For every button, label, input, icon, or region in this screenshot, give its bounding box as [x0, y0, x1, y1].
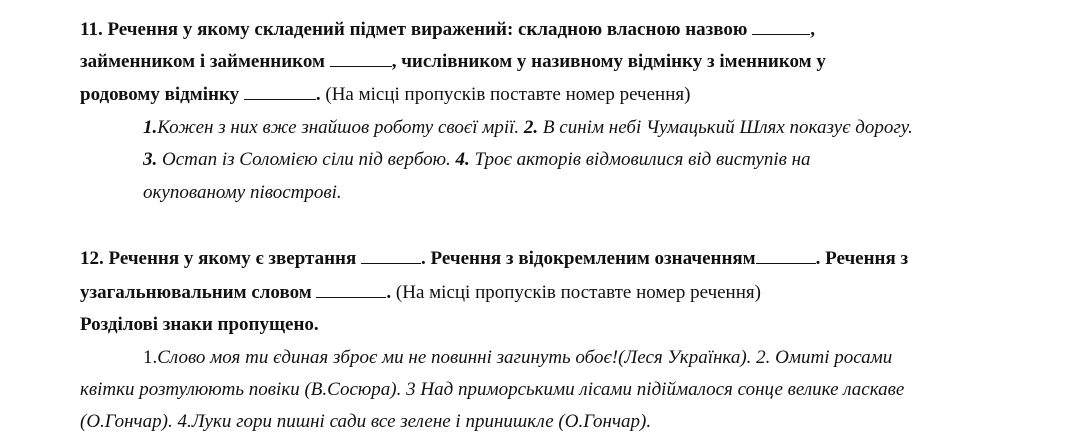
- q11-sentences-line-3: окупованому півострові.: [143, 182, 342, 203]
- q12-examples-line-1: 1.Слово моя ти єдиная зброє ми не повинні загинуть обоє!(Леся Українка). 2. Омиті росами: [143, 347, 893, 368]
- q11-prompt-line-2: займенником і займенником , числівником у називному відмінку з іменником у: [80, 51, 826, 72]
- q12-prompt-line-2: узагальнювальним словом . (На місці пропусків поставте номер речення): [80, 282, 761, 303]
- q12-blank-1[interactable]: [361, 247, 421, 264]
- q12-prompt-line-1: 12. Речення у якому є звертання . Речення з відокремленим означенням . Речення з: [80, 248, 909, 269]
- q11-prompt-line-3: родовому відмінку . (На місці пропусків поставте номер речення): [80, 84, 691, 105]
- q11-blank-3[interactable]: [244, 83, 316, 100]
- q11-instruction: (На місці пропусків поставте номер речення): [325, 84, 691, 105]
- q12-examples-line-2: квітки розтулюють повіки (В.Сосюра). 3 Над приморськими лісами підіймалося сонце велике ласкаве: [80, 379, 905, 400]
- q12-blank-3[interactable]: [316, 281, 386, 298]
- q12-punctuation-note: Розділові знаки пропущено.: [80, 314, 319, 335]
- q11-prompt-line-1: 11. Речення у якому складений підмет виражений: складною власною назвою ,: [80, 19, 815, 40]
- q11-prompt-text: 11. Речення у якому складений підмет виражений: складною власною назвою: [80, 19, 748, 40]
- q12-instruction: (На місці пропусків поставте номер речення): [395, 282, 761, 303]
- q11-blank-1[interactable]: [752, 18, 810, 35]
- q12-examples-line-3: (О.Гончар). 4.Луки гори пишні сади все зелене і принишкле (О.Гончар).: [80, 411, 652, 432]
- q11-blank-2[interactable]: [330, 50, 392, 67]
- q11-sentences-line-2: 3. Остап із Соломією сіли під вербою. 4. Троє акторів відмовилися від виступів на: [143, 149, 811, 170]
- q11-sentences-line-1: 1.Кожен з них вже знайшов роботу своєї мрії. 2. В синім небі Чумацький Шлях показує дорогу.: [143, 117, 913, 138]
- q12-blank-2[interactable]: [756, 247, 816, 264]
